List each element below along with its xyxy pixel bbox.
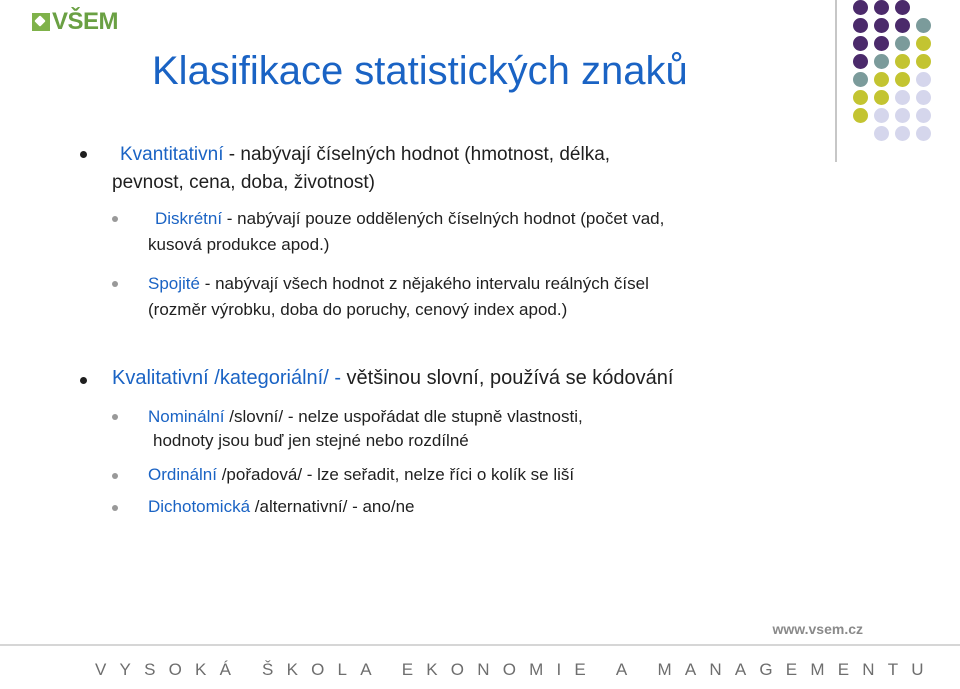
logo-mark-icon	[32, 13, 50, 31]
continuous-desc-1: - nabývají všech hodnot z nějakého intervalu reálných čísel	[199, 274, 649, 293]
quantitative-desc-1: - nabývají číselných hodnot (hmotnost, délka,	[223, 144, 611, 165]
ordinal-desc: /pořadová/ - lze seřadit, nelze říci o kolík se liší	[216, 465, 575, 484]
dot	[916, 54, 931, 69]
continuous-desc-2: (rozměr výrobku, doba do poruchy, cenový index apod.)	[148, 300, 568, 319]
bullet-continuous	[148, 270, 649, 297]
dot	[874, 54, 889, 69]
ordinal-keyword: Ordinální	[148, 465, 217, 484]
quantitative-desc-2: pevnost, cena, doba, životnost)	[112, 172, 375, 193]
dot	[874, 126, 889, 141]
dot	[874, 72, 889, 87]
nominal-desc-1: /slovní/ - nelze uspořádat dle stupně vlastnosti,	[224, 407, 583, 426]
slide-title: Klasifikace statistických znaků	[152, 48, 688, 93]
bullet-qualitative	[112, 364, 673, 393]
sub-bullet-icon	[112, 216, 118, 222]
dot	[916, 72, 931, 87]
dot	[895, 54, 910, 69]
logo-text: VŠEM	[52, 8, 119, 35]
footer-url-link[interactable]: www.vsem.cz	[772, 621, 863, 637]
dot	[853, 0, 868, 15]
nominal-keyword: Nominální	[148, 407, 225, 426]
dot	[874, 108, 889, 123]
bullet-ordinal	[148, 461, 574, 488]
dot	[874, 36, 889, 51]
dot	[916, 108, 931, 123]
dot	[916, 90, 931, 105]
dichotomous-desc: /alternativní/ - ano/ne	[250, 497, 415, 516]
dot	[853, 72, 868, 87]
sub-bullet-icon	[112, 414, 118, 420]
quantitative-keyword: Kvantitativní	[120, 144, 224, 165]
dot	[853, 90, 868, 105]
discrete-desc-1: - nabývají pouze oddělených číselných hodnot (počet vad,	[222, 209, 665, 228]
dot	[895, 108, 910, 123]
sub-bullet-icon	[112, 473, 118, 479]
dot	[853, 36, 868, 51]
dot	[895, 72, 910, 87]
dot	[874, 90, 889, 105]
dot	[895, 36, 910, 51]
dot	[895, 126, 910, 141]
discrete-keyword: Diskrétní	[155, 209, 223, 228]
qualitative-keyword: Kvalitativní /kategoriální/ -	[112, 367, 341, 389]
vsem-logo	[32, 10, 118, 34]
qualitative-desc: většinou slovní, používá se kódování	[341, 367, 674, 389]
bullet-discrete	[155, 205, 664, 232]
dichotomous-keyword: Dichotomická	[148, 497, 251, 516]
sub-bullet-icon	[112, 281, 118, 287]
dot	[916, 126, 931, 141]
divider-line	[835, 0, 837, 162]
bullet-icon	[80, 151, 87, 158]
dot	[853, 108, 868, 123]
bullet-quantitative	[120, 140, 610, 169]
bullet-icon	[80, 377, 87, 384]
dot	[916, 18, 931, 33]
nominal-desc-2: hodnoty jsou buď jen stejné nebo rozdílné	[153, 431, 469, 450]
dot	[895, 18, 910, 33]
dot	[874, 18, 889, 33]
discrete-desc-2: kusová produkce apod.)	[148, 235, 330, 254]
bullet-nominal	[148, 403, 583, 430]
footer-school-name: VYSOKÁ ŠKOLA EKONOMIE A MANAGEMENTU	[95, 660, 937, 679]
dot	[916, 36, 931, 51]
dot	[895, 90, 910, 105]
footer-divider	[0, 644, 960, 646]
dot	[895, 0, 910, 15]
dot	[853, 54, 868, 69]
bullet-dichotomous	[148, 493, 414, 520]
dot	[874, 0, 889, 15]
sub-bullet-icon	[112, 505, 118, 511]
continuous-keyword: Spojité	[148, 274, 200, 293]
dot	[853, 18, 868, 33]
